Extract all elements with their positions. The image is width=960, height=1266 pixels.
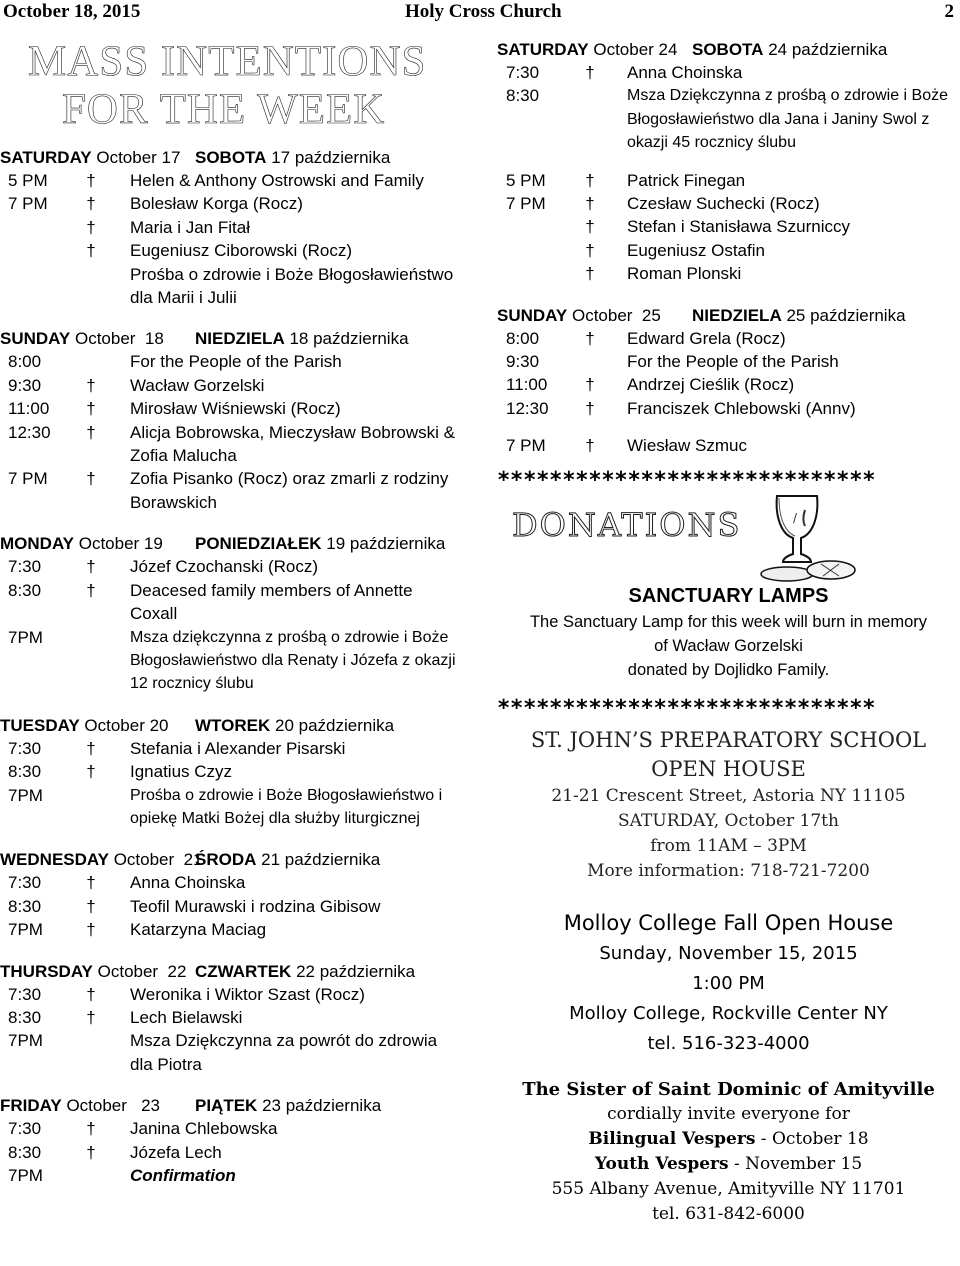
intention-text: Helen & Anthony Ostrowski and Family: [130, 171, 424, 190]
mass-time: 12:30: [8, 422, 51, 442]
intention-text: Msza Dziękczynna za powrót do zdrowia dla Piotra: [130, 1031, 438, 1074]
mass-intention-row: [497, 192, 960, 215]
cross-icon: †: [585, 264, 595, 284]
page-title-line-1: MASS INTENTIONS: [28, 38, 427, 85]
mass-time: [497, 262, 575, 285]
mass-time: [497, 239, 575, 262]
mass-time: [497, 215, 575, 238]
mass-intention-row: [0, 737, 480, 760]
mass-intention-row: [0, 1029, 480, 1076]
day-heading-polish: [195, 1094, 381, 1117]
school-address: 21-21 Crescent Street, Astoria NY 11105: [551, 785, 906, 806]
cross-icon: †: [86, 557, 96, 577]
intention-text: Patrick Finegan: [627, 170, 746, 190]
day-heading-english: [0, 532, 195, 555]
day-name-english: MONDAY: [0, 534, 74, 554]
day-name-polish: NIEDZIELA: [195, 329, 285, 349]
mass-intention-row: [497, 327, 960, 350]
day-date-english: October 20: [84, 715, 169, 735]
cross-icon: †: [86, 920, 96, 940]
mass-intention-row: [0, 1164, 480, 1187]
day-heading-english: [497, 38, 692, 61]
day-block: [0, 848, 480, 941]
molloy-phone: tel. 516-323-4000: [647, 1032, 810, 1054]
chalice-icon: [759, 494, 859, 582]
day-heading-english: [0, 848, 203, 871]
school-time: from 11AM – 3PM: [650, 835, 807, 856]
mass-time: 8:30: [8, 1007, 42, 1027]
molloy-date: Sunday, November 15, 2015: [599, 942, 858, 964]
day-heading-polish: [195, 532, 445, 555]
mass-intention-row: [0, 350, 480, 373]
mass-time: 8:30: [8, 1142, 42, 1162]
mass-time: [0, 263, 76, 310]
day-heading-polish: [195, 714, 394, 737]
day-date-english: October 22: [97, 961, 187, 981]
mass-intention-row: [0, 263, 480, 310]
sisters-event-2-date: - November 15: [728, 1153, 863, 1174]
day-heading: [0, 714, 480, 737]
mass-time: 11:00: [8, 399, 50, 419]
intention-text: Andrzej Cieślik (Rocz): [627, 375, 795, 395]
cross-icon: †: [585, 328, 595, 348]
intention-text: Zofia Pisanko (Rocz) oraz zmarli z rodziny Borawskich: [130, 469, 449, 512]
mass-intention-row: [497, 84, 960, 154]
day-heading: [0, 848, 480, 871]
cross-icon: †: [86, 469, 96, 489]
day-heading-polish: [195, 848, 380, 871]
mass-time: [0, 216, 76, 239]
cross-icon: [76, 350, 130, 373]
day-date-english: October 24: [593, 40, 678, 59]
mass-intention-row: [0, 579, 480, 626]
mass-intention-row: [497, 434, 960, 457]
cross-icon: [76, 626, 130, 696]
mass-intention-row: [497, 169, 960, 192]
mass-time: 7PM: [8, 920, 43, 940]
day-heading-polish: [195, 146, 390, 169]
day-heading: [0, 532, 480, 555]
intention-text: Eugeniusz Ostafin: [627, 240, 765, 260]
day-name-polish: CZWARTEK: [195, 961, 292, 981]
intention-text: Weronika i Wiktor Szast (Rocz): [130, 984, 365, 1004]
intention-text: Józefa Lech: [130, 1142, 222, 1162]
left-mass-schedule: [0, 146, 480, 1187]
sanctuary-lamps-line-3: donated by Dojlidko Family.: [627, 660, 830, 679]
day-block: [0, 714, 480, 831]
right-column: [497, 38, 960, 1227]
day-heading: [0, 146, 480, 169]
mass-time: 7 PM: [8, 469, 48, 489]
mass-time: 9:30: [8, 375, 42, 395]
day-name-polish: PONIEDZIAŁEK: [195, 534, 322, 554]
school-info: More information: 718-721-7200: [587, 860, 870, 881]
mass-intention-row: [0, 760, 480, 783]
mass-intention-row: [0, 983, 480, 1006]
mass-time: 7PM: [8, 1031, 43, 1051]
day-name-english: SATURDAY: [497, 40, 589, 59]
sisters-vespers: [497, 1077, 960, 1227]
cross-icon: †: [86, 399, 96, 419]
cross-icon: †: [86, 194, 96, 214]
page-header: [0, 0, 960, 26]
mass-time: 8:00: [8, 352, 42, 372]
mass-time: 5 PM: [8, 171, 48, 190]
cross-icon: †: [86, 738, 96, 758]
day-heading-polish: [195, 327, 409, 350]
mass-intention-row: [0, 192, 480, 215]
donations-title: DONATIONS: [512, 505, 742, 544]
day-name-english: TUESDAY: [0, 715, 80, 735]
cross-icon: †: [86, 217, 96, 237]
intention-text: Wiesław Szmuc: [627, 436, 747, 456]
day-date-polish: 18 października: [289, 329, 409, 349]
day-heading: [497, 304, 960, 327]
header-page-number: 2: [944, 1, 954, 22]
molloy-open-house: [497, 908, 960, 1059]
cross-icon: †: [86, 1119, 96, 1139]
sisters-phone: tel. 631-842-6000: [652, 1203, 805, 1224]
svg-text:/: /: [793, 510, 798, 525]
day-heading-polish: [195, 960, 415, 983]
day-date-english: October 23: [66, 1096, 161, 1116]
cross-icon: †: [86, 171, 96, 190]
day-heading-english: [0, 714, 195, 737]
day-block: [497, 304, 960, 458]
day-name-english: SUNDAY: [0, 329, 71, 349]
day-name-polish: ŚRODA: [195, 850, 257, 870]
mass-time: 7 PM: [506, 194, 546, 214]
intention-text: Maria i Jan Fitał: [130, 217, 250, 237]
sanctuary-lamps-line-2: of Wacław Gorzelski: [654, 636, 803, 655]
cross-icon: [76, 1029, 130, 1076]
day-name-english: SUNDAY: [497, 305, 568, 325]
day-name-polish: PIĄTEK: [195, 1096, 258, 1116]
header-church-name: Holy Cross Church: [405, 1, 562, 22]
molloy-title: Molloy College Fall Open House: [563, 910, 894, 935]
day-date-polish: 17 października: [271, 148, 391, 167]
day-heading-english: [0, 146, 195, 169]
mass-intention-row: [497, 373, 960, 396]
sanctuary-lamps-heading: SANCTUARY LAMPS: [628, 584, 829, 607]
mass-time: 7PM: [8, 627, 43, 647]
intention-text: Eugeniusz Ciborowski (Rocz): [130, 241, 353, 261]
mass-time: 8:00: [506, 328, 540, 348]
day-heading: [0, 960, 480, 983]
day-name-polish: SOBOTA: [195, 148, 267, 167]
day-block: [497, 38, 960, 286]
day-date-polish: 22 października: [296, 961, 416, 981]
cross-icon: †: [86, 762, 96, 782]
day-name-polish: SOBOTA: [692, 40, 764, 59]
molloy-place: Molloy College, Rockville Center NY: [569, 1002, 888, 1024]
intention-text: Prośba o zdrowie i Boże Błogosławieństwo i opiekę Matki Bożej dla służby liturgicznej: [130, 786, 443, 827]
mass-intention-row: [497, 61, 960, 84]
mass-time: 7:30: [8, 1119, 42, 1139]
intention-text: Confirmation: [130, 1166, 236, 1185]
intention-text: Bolesław Korga (Rocz): [130, 194, 303, 214]
intention-text: Msza Dziękczynna z prośbą o zdrowie i Boże Błogosławieństwo dla Jana i Janiny Swol z okazji 45 rocznicy ślubu: [627, 87, 949, 152]
right-mass-schedule: [497, 38, 960, 458]
cross-icon: [575, 84, 627, 154]
cross-icon: †: [585, 194, 595, 214]
intention-text: Franciszek Chlebowski (Annv): [627, 398, 856, 418]
sisters-event-1-date: - October 18: [755, 1128, 869, 1149]
cross-icon: [76, 1164, 130, 1187]
mass-intention-row: [497, 350, 960, 373]
mass-intention-row: [0, 169, 480, 192]
day-date-english: October 21: [113, 850, 203, 870]
mass-time: 7:30: [8, 873, 42, 893]
day-heading-english: [0, 327, 195, 350]
cross-icon: †: [585, 170, 595, 190]
mass-intention-row: [0, 397, 480, 420]
day-name-english: FRIDAY: [0, 1096, 62, 1116]
day-date-english: October 25: [571, 305, 661, 325]
cross-icon: [575, 350, 627, 373]
day-block: [0, 1094, 480, 1187]
sisters-event-1: [497, 1127, 960, 1152]
sisters-line-2: cordially invite everyone for: [607, 1103, 850, 1124]
left-column: [0, 38, 480, 1187]
day-date-polish: 20 października: [274, 715, 395, 735]
intention-text: Teofil Murawski i rodzina Gibisow: [130, 896, 381, 916]
mass-time: 8:30: [506, 86, 540, 106]
day-name-polish: WTOREK: [195, 715, 271, 735]
separator-stars: *****************************: [497, 467, 876, 493]
intention-text: Edward Grela (Rocz): [627, 328, 786, 348]
cross-icon: †: [86, 375, 96, 395]
cross-icon: †: [86, 896, 96, 916]
cross-icon: †: [585, 63, 595, 82]
mass-time: 8:30: [8, 896, 42, 916]
mass-intention-row: [0, 1141, 480, 1164]
day-block: [0, 532, 480, 695]
mass-intention-row: [0, 895, 480, 918]
cross-icon: †: [86, 422, 96, 442]
intention-text: Katarzyna Maciag: [130, 920, 267, 940]
day-heading-polish: [692, 304, 906, 327]
day-block: [0, 960, 480, 1077]
sisters-address: 555 Albany Avenue, Amityville NY 11701: [551, 1178, 906, 1199]
day-name-polish: NIEDZIELA: [692, 305, 782, 325]
mass-intention-row: [0, 626, 480, 696]
cross-icon: †: [86, 241, 96, 261]
intention-text: Mirosław Wiśniewski (Rocz): [130, 399, 341, 419]
mass-time: 7:30: [8, 984, 42, 1004]
mass-time: 8:30: [8, 580, 42, 600]
day-heading: [0, 327, 480, 350]
mass-intention-row: [0, 239, 480, 262]
intention-text: Deacesed family members of Annette Coxall: [130, 580, 413, 624]
cross-icon: [76, 784, 130, 831]
mass-time: 8:30: [8, 762, 42, 782]
intention-text: For the People of the Parish: [627, 352, 839, 372]
day-date-english: October 19: [78, 534, 163, 554]
mass-intention-row: [0, 216, 480, 239]
intention-text: Lech Bielawski: [130, 1007, 243, 1027]
intention-text: For the People of the Parish: [130, 352, 342, 372]
mass-time: 7PM: [8, 1166, 43, 1185]
intention-text: Roman Plonski: [627, 264, 742, 284]
day-date-english: October 17: [96, 148, 181, 167]
sanctuary-lamps-section: [497, 582, 960, 682]
sanctuary-lamps-line-1: The Sanctuary Lamp for this week will burn in memory: [529, 612, 928, 631]
mass-intention-row: [497, 397, 960, 420]
mass-time: 7:30: [506, 63, 540, 82]
mass-intention-row: [0, 374, 480, 397]
mass-time: 7:30: [8, 738, 42, 758]
mass-intention-row: [0, 784, 480, 831]
day-name-english: THURSDAY: [0, 961, 93, 981]
cross-icon: †: [86, 580, 96, 600]
day-heading-polish: [692, 38, 887, 61]
mass-time: 12:30: [506, 398, 549, 418]
day-date-polish: 24 października: [768, 40, 888, 59]
cross-icon: †: [585, 375, 595, 395]
mass-intention-row: [0, 1117, 480, 1140]
mass-time: 7PM: [8, 785, 43, 805]
day-heading: [497, 38, 960, 61]
separator-stars-2: *****************************: [497, 695, 876, 721]
intention-text: Anna Choinska: [130, 873, 246, 893]
sisters-line-1: The Sister of Saint Dominic of Amityville: [522, 1078, 935, 1100]
mass-intention-row: [497, 262, 960, 285]
intention-text: Prośba o zdrowie i Boże Błogosławieństwo dla Marii i Julii: [130, 264, 454, 308]
cross-icon: †: [86, 1007, 96, 1027]
intention-text: Stefania i Alexander Pisarski: [130, 738, 346, 758]
donations-header: [497, 494, 960, 582]
mass-intention-row: [0, 555, 480, 578]
mass-time: 5 PM: [506, 170, 546, 190]
cross-icon: †: [585, 217, 595, 237]
day-block: [0, 146, 480, 309]
day-date-polish: 21 października: [261, 850, 381, 870]
mass-intention-row: [0, 421, 480, 468]
mass-time: 7:30: [8, 557, 42, 577]
intention-text: Józef Czochanski (Rocz): [130, 557, 319, 577]
intention-text: Alicja Bobrowska, Mieczysław Bobrowski & Zofia Malucha: [130, 422, 455, 466]
header-date: October 18, 2015: [3, 1, 141, 22]
day-date-english: October 18: [74, 329, 164, 349]
sisters-event-2: [497, 1152, 960, 1177]
mass-time: 9:30: [506, 352, 540, 372]
mass-time: 7 PM: [8, 194, 48, 214]
intention-text: Janina Chlebowska: [130, 1119, 278, 1139]
day-name-english: WEDNESDAY: [0, 850, 109, 870]
school-open-house: [497, 726, 960, 884]
day-heading: [0, 1094, 480, 1117]
school-event: OPEN HOUSE: [651, 756, 806, 781]
day-name-english: SATURDAY: [0, 148, 92, 167]
school-date: SATURDAY, October 17th: [618, 810, 839, 831]
sisters-event-1-name: Bilingual Vespers: [588, 1128, 756, 1149]
sisters-event-2-name: Youth Vespers: [594, 1153, 729, 1174]
day-date-polish: 23 października: [262, 1096, 382, 1116]
mass-time: 11:00: [506, 375, 548, 395]
day-heading-english: [0, 960, 195, 983]
intention-text: Czesław Suchecki (Rocz): [627, 194, 820, 214]
intention-text: Ignatius Czyz: [130, 762, 233, 782]
intention-text: Stefan i Stanisława Szurniccy: [627, 217, 850, 237]
day-heading-english: [497, 304, 692, 327]
school-name: ST. JOHN’S PREPARATORY SCHOOL: [530, 727, 927, 752]
cross-icon: [76, 263, 130, 310]
cross-icon: †: [86, 873, 96, 893]
day-block: [0, 327, 480, 514]
cross-icon: †: [585, 240, 595, 260]
mass-intention-row: [0, 1006, 480, 1029]
mass-intention-row: [0, 467, 480, 514]
cross-icon: †: [585, 436, 595, 456]
mass-intention-row: [497, 239, 960, 262]
mass-time: [0, 239, 76, 262]
intention-text: Wacław Gorzelski: [130, 375, 265, 395]
mass-intention-row: [0, 871, 480, 894]
mass-intention-row: [0, 918, 480, 941]
day-date-polish: 25 października: [786, 305, 906, 325]
day-date-polish: 19 października: [326, 534, 446, 554]
cross-icon: †: [585, 398, 595, 418]
intention-text: Msza dziękczynna z prośbą o zdrowie i Boże Błogosławieństwo dla Renaty i Józefa z okazji 12 rocznicy ślubu: [130, 628, 456, 693]
cross-icon: †: [86, 984, 96, 1004]
molloy-time: 1:00 PM: [692, 972, 765, 994]
mass-time: 7 PM: [506, 436, 546, 456]
cross-icon: †: [86, 1142, 96, 1162]
day-heading-english: [0, 1094, 195, 1117]
intention-text: Anna Choinska: [627, 63, 743, 82]
mass-intention-row: [497, 215, 960, 238]
page-title-line-2: FOR THE WEEK: [62, 86, 386, 133]
